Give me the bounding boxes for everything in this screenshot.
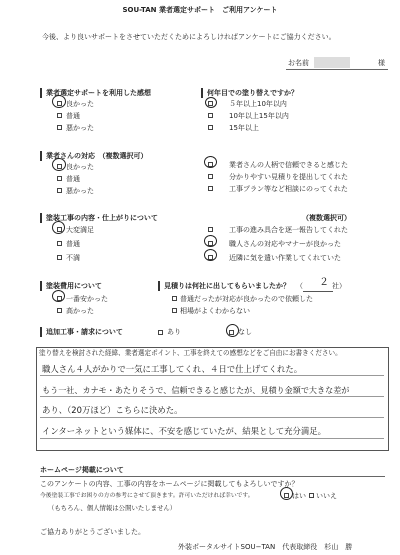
checkmark-icon [52,221,65,234]
q3-checkbox-2[interactable] [57,176,62,181]
signature: 外装ポータルサイトSOU−TAN 代表取締役 杉山 勝 [178,543,353,551]
q1-option-1: 良かった [66,100,94,108]
q2-option-1: ５年以上10年以内 [229,100,287,108]
comment-line-4: インターネットという媒体に、不安を感じていたが、結果として充分満足。 [42,426,326,436]
checkmark-icon [52,158,66,171]
section-marker [40,281,42,291]
q3-option-2: 普通 [66,175,80,183]
q3-option-1: 良かった [66,163,94,171]
q5-title: 塗装工事の内容・仕上がりについて [46,214,158,222]
q8-count-prefix: （ [296,282,303,290]
q5-option-2: 普通 [66,240,80,248]
section-marker [201,88,203,98]
q3-checkbox-3[interactable] [57,188,62,193]
intro-text: 今後、より良いサポートをさせていただくためによろしければアンケートにご協力ください。 [42,33,336,41]
q2-option-3: 15年以上 [229,124,259,132]
q1-checkbox-2[interactable] [57,113,62,118]
q6-checkbox-1[interactable] [208,227,213,232]
homepage-note: （もちろん、個人情報は公開いたしません） [48,504,177,512]
q7-option-2: 高かった [66,307,94,315]
q8-option-1: 普通だったが対応が良かったので依頼した [180,295,313,303]
q7-checkbox-2[interactable] [57,308,62,313]
q4-option-2: 分かりやすい見積りを提出してくれた [229,173,348,181]
checkmark-icon [204,249,217,261]
form-title: SOU-TAN 業者選定サポート ご利用アンケート [122,6,278,14]
q1-title: 業者選定サポートを利用した感想 [46,89,151,97]
checkmark-icon [204,235,217,247]
section-marker [40,151,42,161]
comment-line-1: 職人さん４人がかりで一気に工事してくれ、４日で仕上げてくれた。 [42,364,303,374]
q8-count-suffix: 社） [332,282,346,290]
thanks-text: ご協力ありがとうございました。 [40,528,145,536]
q9-yes-label: あり [167,328,181,336]
q7-option-1: 一番安かった [66,295,108,303]
count-underline [303,291,333,292]
q8-title: 見積りは何社に出してもらいましたか？ [164,282,290,290]
q2-checkbox-3[interactable] [208,125,213,130]
q8-count: ２ [319,277,329,288]
homepage-checkbox-no[interactable] [309,493,314,498]
q2-title: 何年目での塗り替えですか？ [207,89,298,97]
q6-option-1: 工事の進み具合を逐一報告してくれた [229,226,348,234]
section-marker [158,281,160,291]
q1-option-3: 悪かった [66,124,94,132]
name-label: お名前 [288,59,309,67]
comment-line-2: もう一社、カナモ・あたりそうで、信頼できると感じたが、見積り金額で大きな差が [42,385,350,395]
comment-line-3: あり、（20万ほど）こちらに決めた。 [42,405,183,415]
q6-title: （複数選択可） [302,214,351,222]
q3-title: 業者さんの対応 （複数選択可） [46,152,148,160]
homepage-no-label: いいえ [316,492,337,500]
comment-rule [40,417,384,418]
q7-title: 塗装費用について [46,282,102,290]
q1-option-2: 普通 [66,112,80,120]
q8-option-2: 相場がよくわからない [180,307,250,315]
comment-rule [40,438,384,439]
checkmark-icon [280,487,293,500]
q9-title: 追加工事・請求について [46,328,123,336]
checkmark-icon [204,156,217,168]
q4-checkbox-3[interactable] [208,186,213,191]
section-marker [40,88,42,98]
homepage-line-1: このアンケートの内容、工事の内容をホームページに掲載してもよろしいですか？ [40,480,299,488]
q8-checkbox-2[interactable] [172,308,177,313]
q4-checkbox-2[interactable] [208,174,213,179]
q1-checkbox-3[interactable] [57,125,62,130]
q8-checkbox-1[interactable] [172,296,177,301]
q3-option-3: 悪かった [66,187,94,195]
checkmark-icon [205,97,217,108]
q4-option-3: 工事プラン等など相談にのってくれた [229,185,348,193]
q5-checkbox-2[interactable] [57,241,62,246]
q6-option-2: 職人さんの対応やマナーが良かった [229,240,341,248]
homepage-line-2: 今後塗装工事でお困りの方の参考にさせて頂きます。許可いただければ幸いです。 [40,493,254,499]
checkmark-icon [52,95,66,108]
comment-rule [40,375,384,376]
homepage-title: ホームページ掲載について [40,466,124,474]
section-marker [40,213,42,223]
checkmark-icon [52,290,65,302]
redacted-name [314,57,350,68]
section-marker [40,327,42,337]
q2-checkbox-2[interactable] [208,113,213,118]
checkmark-icon [226,324,239,337]
homepage-rule [40,476,385,477]
q5-option-1: 大変満足 [66,226,94,234]
comment-prompt: 塗り替えを検討された経緯、業者選定ポイント、工事を終えての感想などをご自由にお書きください。 [39,349,342,357]
q9-no-label: なし [238,328,252,336]
homepage-yes-label: はい [292,492,306,500]
q2-option-2: 10年以上15年以内 [229,112,289,120]
name-underline [286,69,388,70]
name-suffix: 様 [378,59,385,67]
q5-checkbox-3[interactable] [57,255,62,260]
q9-checkbox-yes[interactable] [158,330,163,335]
q5-option-3: 不満 [66,254,80,262]
q6-option-3: 近隣に気を遣い作業してくれていた [229,254,341,262]
q4-option-1: 業者さんの人柄で信頼できると感じた [229,161,348,169]
comment-rule [40,396,384,397]
